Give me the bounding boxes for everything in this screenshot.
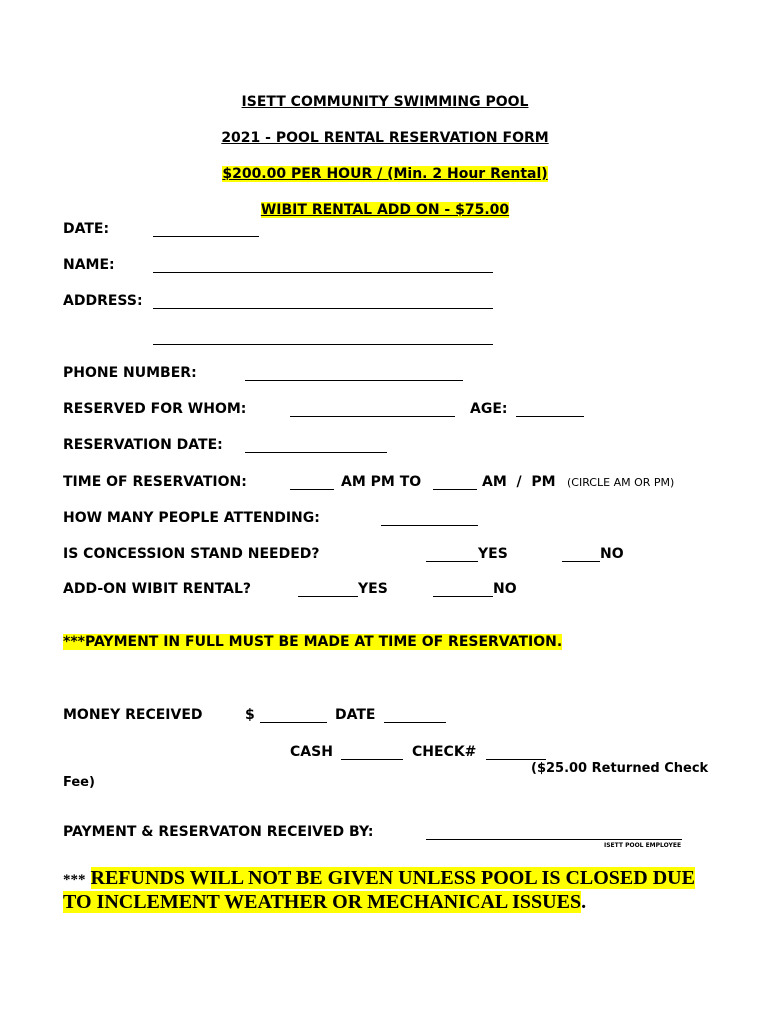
address-field-1[interactable]: [153, 308, 493, 309]
concession-yes-field[interactable]: [426, 561, 478, 562]
wibit-no-field[interactable]: [433, 596, 493, 597]
addon-text: WIBIT RENTAL ADD ON - $75.00: [260, 202, 510, 218]
time-end-field[interactable]: [433, 489, 477, 490]
refund-line-2: [63, 891, 586, 914]
dollar-sign: $: [245, 707, 255, 723]
phone-field[interactable]: [245, 380, 463, 381]
employee-caption: ISETT POOL EMPLOYEE: [604, 842, 682, 849]
wibit-yes-field[interactable]: [298, 596, 358, 597]
payment-date-field[interactable]: [384, 722, 446, 723]
age-label: AGE:: [470, 401, 508, 417]
received-by-field[interactable]: [426, 839, 682, 840]
time-am-pm-to: AM PM TO: [341, 474, 422, 490]
concession-no-field[interactable]: [562, 561, 600, 562]
reservation-date-label: RESERVATION DATE:: [63, 437, 223, 453]
phone-label: PHONE NUMBER:: [63, 365, 197, 381]
time-note: (CIRCLE AM OR PM): [567, 476, 675, 489]
price-text: $200.00 PER HOUR / (Min. 2 Hour Rental): [222, 166, 548, 182]
check-number-field[interactable]: [486, 759, 546, 760]
reservation-date-field[interactable]: [245, 452, 387, 453]
refund-text-1: REFUNDS WILL NOT BE GIVEN UNLESS POOL IS CLOSED DUE: [90, 867, 695, 889]
payment-notice-text: ***PAYMENT IN FULL MUST BE MADE AT TIME OF RESERVATION.: [63, 634, 563, 650]
returned-check-note: ($25.00 Returned Check: [531, 761, 709, 776]
cash-field[interactable]: [341, 759, 403, 760]
time-start-field[interactable]: [290, 489, 334, 490]
address-field-2[interactable]: [153, 344, 493, 345]
refund-line-1: [63, 867, 695, 890]
name-label: NAME:: [63, 257, 115, 273]
date-field[interactable]: [153, 236, 259, 237]
addon-line: [0, 202, 770, 218]
refund-period: .: [581, 891, 587, 913]
wibit-label: ADD-ON WIBIT RENTAL?: [63, 581, 251, 597]
wibit-no-label: NO: [493, 581, 517, 597]
amount-field[interactable]: [260, 722, 327, 723]
payment-notice: [63, 634, 562, 650]
time-am-pm: AM / PM: [482, 474, 556, 490]
refund-stars: ***: [63, 872, 86, 888]
concession-label: IS CONCESSION STAND NEEDED?: [63, 546, 320, 562]
refund-text-2: TO INCLEMENT WEATHER OR MECHANICAL ISSUES: [63, 891, 582, 913]
money-received-label: MONEY RECEIVED: [63, 707, 203, 723]
reserved-for-field[interactable]: [290, 416, 455, 417]
concession-no-label: NO: [600, 546, 624, 562]
people-field[interactable]: [381, 525, 478, 526]
address-label: ADDRESS:: [63, 293, 143, 309]
time-label: TIME OF RESERVATION:: [63, 474, 247, 490]
people-label: HOW MANY PEOPLE ATTENDING:: [63, 510, 320, 526]
concession-yes-label: YES: [478, 546, 508, 562]
age-field[interactable]: [516, 416, 584, 417]
received-by-label: PAYMENT & RESERVATON RECEIVED BY:: [63, 824, 374, 840]
check-label: CHECK#: [412, 744, 477, 760]
price-line: [0, 166, 770, 182]
returned-check-fee: Fee): [63, 775, 95, 790]
form-title: ISETT COMMUNITY SWIMMING POOL: [241, 94, 529, 110]
payment-date-label: DATE: [335, 707, 376, 723]
date-label: DATE:: [63, 221, 110, 237]
reserved-for-label: RESERVED FOR WHOM:: [63, 401, 247, 417]
cash-label: CASH: [290, 744, 333, 760]
wibit-yes-label: YES: [358, 581, 388, 597]
name-field[interactable]: [153, 272, 493, 273]
form-subtitle: 2021 - POOL RENTAL RESERVATION FORM: [221, 130, 549, 146]
